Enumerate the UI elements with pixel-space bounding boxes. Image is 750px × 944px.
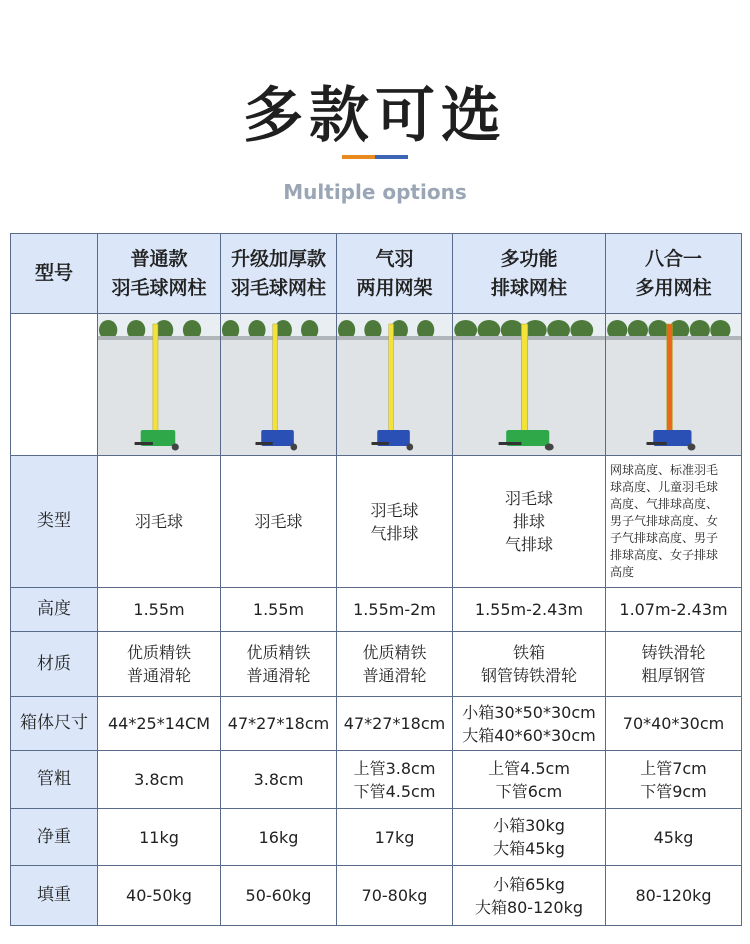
row-type — [11, 456, 742, 588]
spec-cell — [606, 866, 742, 926]
spec-cell — [606, 697, 742, 751]
corner-cell: 型号 — [11, 234, 98, 314]
spec-cell — [98, 751, 221, 809]
cell-text: 优质精铁 — [246, 643, 311, 662]
spec-cell — [337, 632, 453, 697]
cell-text: 1.55m — [133, 600, 185, 619]
cell-text: 80-120kg — [635, 886, 712, 905]
cell-text: 普通滑轮 — [362, 666, 427, 685]
pole-shape — [667, 324, 673, 438]
cell-text: 1.55m-2.43m — [474, 600, 584, 619]
cell-text: 排球高度、女子排球 — [610, 548, 719, 562]
row-label: 管粗 — [11, 751, 98, 809]
cell-text: 下管6cm — [495, 781, 563, 801]
spec-cell — [453, 866, 606, 926]
model-header — [606, 234, 742, 314]
cell-text: 45kg — [653, 827, 694, 847]
spec-cell — [606, 809, 742, 866]
cell-text: 网球高度、标准羽毛 — [610, 463, 719, 477]
cell-text: 粗厚钢管 — [641, 666, 706, 685]
cell-text: 1.07m-2.43m — [619, 600, 728, 619]
cell-text: 羽毛球 — [504, 489, 553, 508]
model-name: 普通款 — [130, 247, 188, 270]
underline-blue — [375, 155, 408, 159]
spec-cell — [98, 456, 221, 588]
model-type: 两用网架 — [356, 276, 433, 299]
model-header — [453, 234, 606, 314]
title-underline — [342, 155, 408, 159]
cell-text: 1.55m — [252, 600, 305, 619]
pole-shape — [273, 324, 278, 438]
spec-cell — [337, 456, 453, 588]
cell-text: 小箱65kg — [493, 874, 565, 894]
wheel-shape — [406, 444, 413, 451]
header-row — [11, 234, 742, 314]
spec-cell — [453, 456, 606, 588]
spec-cell — [337, 751, 453, 809]
spec-cell — [221, 632, 337, 697]
cell-text: 排球 — [512, 512, 545, 531]
product-photo-cell — [606, 314, 742, 456]
row-label: 箱体尺寸 — [11, 697, 98, 751]
cell-text: 大箱80-120kg — [474, 897, 584, 917]
cell-text: 男子气排球高度、女 — [610, 514, 719, 528]
pole-shape — [521, 324, 527, 438]
cell-text: 大箱40*60*30cm — [462, 725, 596, 745]
cell-text: 羽毛球 — [134, 512, 183, 531]
spec-table — [10, 233, 742, 926]
model-name: 八合一 — [644, 247, 702, 270]
row-material — [11, 632, 742, 697]
cell-text: 羽毛球 — [370, 500, 419, 520]
cell-text: 1.55m-2m — [353, 600, 436, 619]
spec-cell — [337, 588, 453, 632]
row-pipe — [11, 751, 742, 809]
photo-label-cell — [11, 314, 98, 456]
row-label: 类型 — [11, 456, 98, 588]
cell-text: 优质精铁 — [362, 643, 427, 662]
row-net-weight — [11, 809, 742, 866]
model-type: 羽毛球网柱 — [230, 276, 326, 299]
cell-text: 球高度、儿童羽毛球 — [610, 480, 719, 494]
spec-cell — [221, 866, 337, 926]
spec-cell — [606, 632, 742, 697]
spec-cell — [221, 697, 337, 751]
wheel-shape — [545, 444, 554, 451]
spec-cell — [98, 697, 221, 751]
product-photo — [221, 314, 336, 455]
spec-cell — [221, 456, 337, 588]
base-foot — [647, 442, 667, 445]
product-photo-cell — [453, 314, 606, 456]
spec-cell — [337, 697, 453, 751]
row-box-size — [11, 697, 742, 751]
spec-cell — [453, 632, 606, 697]
row-label: 填重 — [11, 866, 98, 926]
cell-text: 高度 — [610, 565, 635, 579]
cell-text: 上管3.8cm — [353, 758, 436, 778]
model-name: 升级加厚款 — [230, 247, 326, 270]
model-type: 多用网柱 — [635, 276, 712, 299]
cell-text: 47*27*18cm — [227, 714, 330, 733]
cell-text: 3.8cm — [253, 770, 304, 789]
model-type: 排球网柱 — [490, 276, 567, 299]
base-foot — [499, 442, 522, 445]
cell-text: 16kg — [258, 827, 299, 847]
spec-cell — [98, 809, 221, 866]
spec-cell — [221, 588, 337, 632]
cell-text: 高度、气排球高度、 — [610, 497, 719, 511]
cell-text: 上管4.5cm — [488, 758, 570, 778]
cell-text: 铸铁滑轮 — [641, 643, 706, 662]
cell-text: 小箱30kg — [493, 816, 565, 835]
photo-row — [11, 314, 742, 456]
product-photo-cell — [221, 314, 337, 456]
cell-text: 普通滑轮 — [246, 666, 311, 685]
spec-cell — [221, 809, 337, 866]
wheel-shape — [290, 444, 297, 451]
underline-orange — [342, 155, 375, 159]
spec-cell — [453, 751, 606, 809]
base-foot — [372, 442, 389, 445]
wheel-shape — [172, 444, 179, 451]
spec-cell — [98, 866, 221, 926]
cell-text: 11kg — [139, 827, 179, 847]
base-foot — [256, 442, 273, 445]
row-fill-weight — [11, 866, 742, 926]
cell-text: 铁箱 — [512, 643, 545, 662]
spec-cell — [337, 809, 453, 866]
cell-text: 下管9cm — [640, 781, 707, 801]
cell-text: 小箱30*50*30cm — [462, 702, 596, 722]
photo-wall — [221, 336, 336, 340]
cell-text: 17kg — [374, 827, 415, 847]
cell-text: 下管4.5cm — [353, 781, 436, 801]
cell-text: 子气排球高度、男子 — [610, 531, 719, 545]
pole-shape — [389, 324, 394, 438]
model-name: 多功能 — [500, 247, 558, 270]
row-height — [11, 588, 742, 632]
cell-text: 优质精铁 — [126, 643, 191, 662]
product-photo — [98, 314, 220, 455]
photo-wall — [606, 336, 741, 340]
product-photo — [337, 314, 452, 455]
spec-cell — [606, 588, 742, 632]
spec-cell — [221, 751, 337, 809]
spec-cell — [453, 809, 606, 866]
cell-text: 钢管铸铁滑轮 — [480, 666, 577, 685]
product-photo — [606, 314, 741, 455]
row-label: 净重 — [11, 809, 98, 866]
row-label: 高度 — [11, 588, 98, 632]
product-photo-cell — [98, 314, 221, 456]
spec-cell — [98, 632, 221, 697]
base-foot — [135, 442, 153, 445]
model-type: 羽毛球网柱 — [111, 276, 207, 299]
model-header — [221, 234, 337, 314]
cell-text: 气排球 — [370, 523, 419, 543]
wheel-shape — [688, 444, 696, 451]
cell-text: 普通滑轮 — [126, 666, 191, 685]
product-photo-cell — [337, 314, 453, 456]
cell-text: 47*27*18cm — [343, 714, 446, 733]
spec-cell — [453, 697, 606, 751]
model-header — [98, 234, 221, 314]
cell-text: 3.8cm — [134, 770, 184, 789]
spec-cell — [606, 751, 742, 809]
cell-text: 大箱45kg — [493, 839, 565, 858]
product-photo — [453, 314, 605, 455]
spec-cell — [98, 588, 221, 632]
cell-text: 44*25*14CM — [107, 714, 211, 733]
pole-shape — [153, 324, 158, 438]
cell-text: 气排球 — [504, 535, 553, 554]
model-header — [337, 234, 453, 314]
cell-text: 50-60kg — [245, 886, 312, 905]
page-title: 多款可选 — [243, 81, 507, 151]
photo-wall — [453, 336, 605, 340]
cell-text: 40-50kg — [126, 886, 192, 905]
spec-cell — [606, 456, 742, 588]
page-subtitle: Multiple options — [283, 180, 467, 204]
cell-text: 70*40*30cm — [622, 714, 725, 733]
spec-cell — [453, 588, 606, 632]
model-name: 气羽 — [375, 247, 414, 270]
cell-text: 上管7cm — [640, 758, 707, 778]
spec-cell — [337, 866, 453, 926]
cell-text: 羽毛球 — [254, 512, 303, 531]
row-label: 材质 — [11, 632, 98, 697]
photo-wall — [98, 336, 220, 340]
photo-wall — [337, 336, 452, 340]
cell-text: 70-80kg — [361, 886, 428, 905]
